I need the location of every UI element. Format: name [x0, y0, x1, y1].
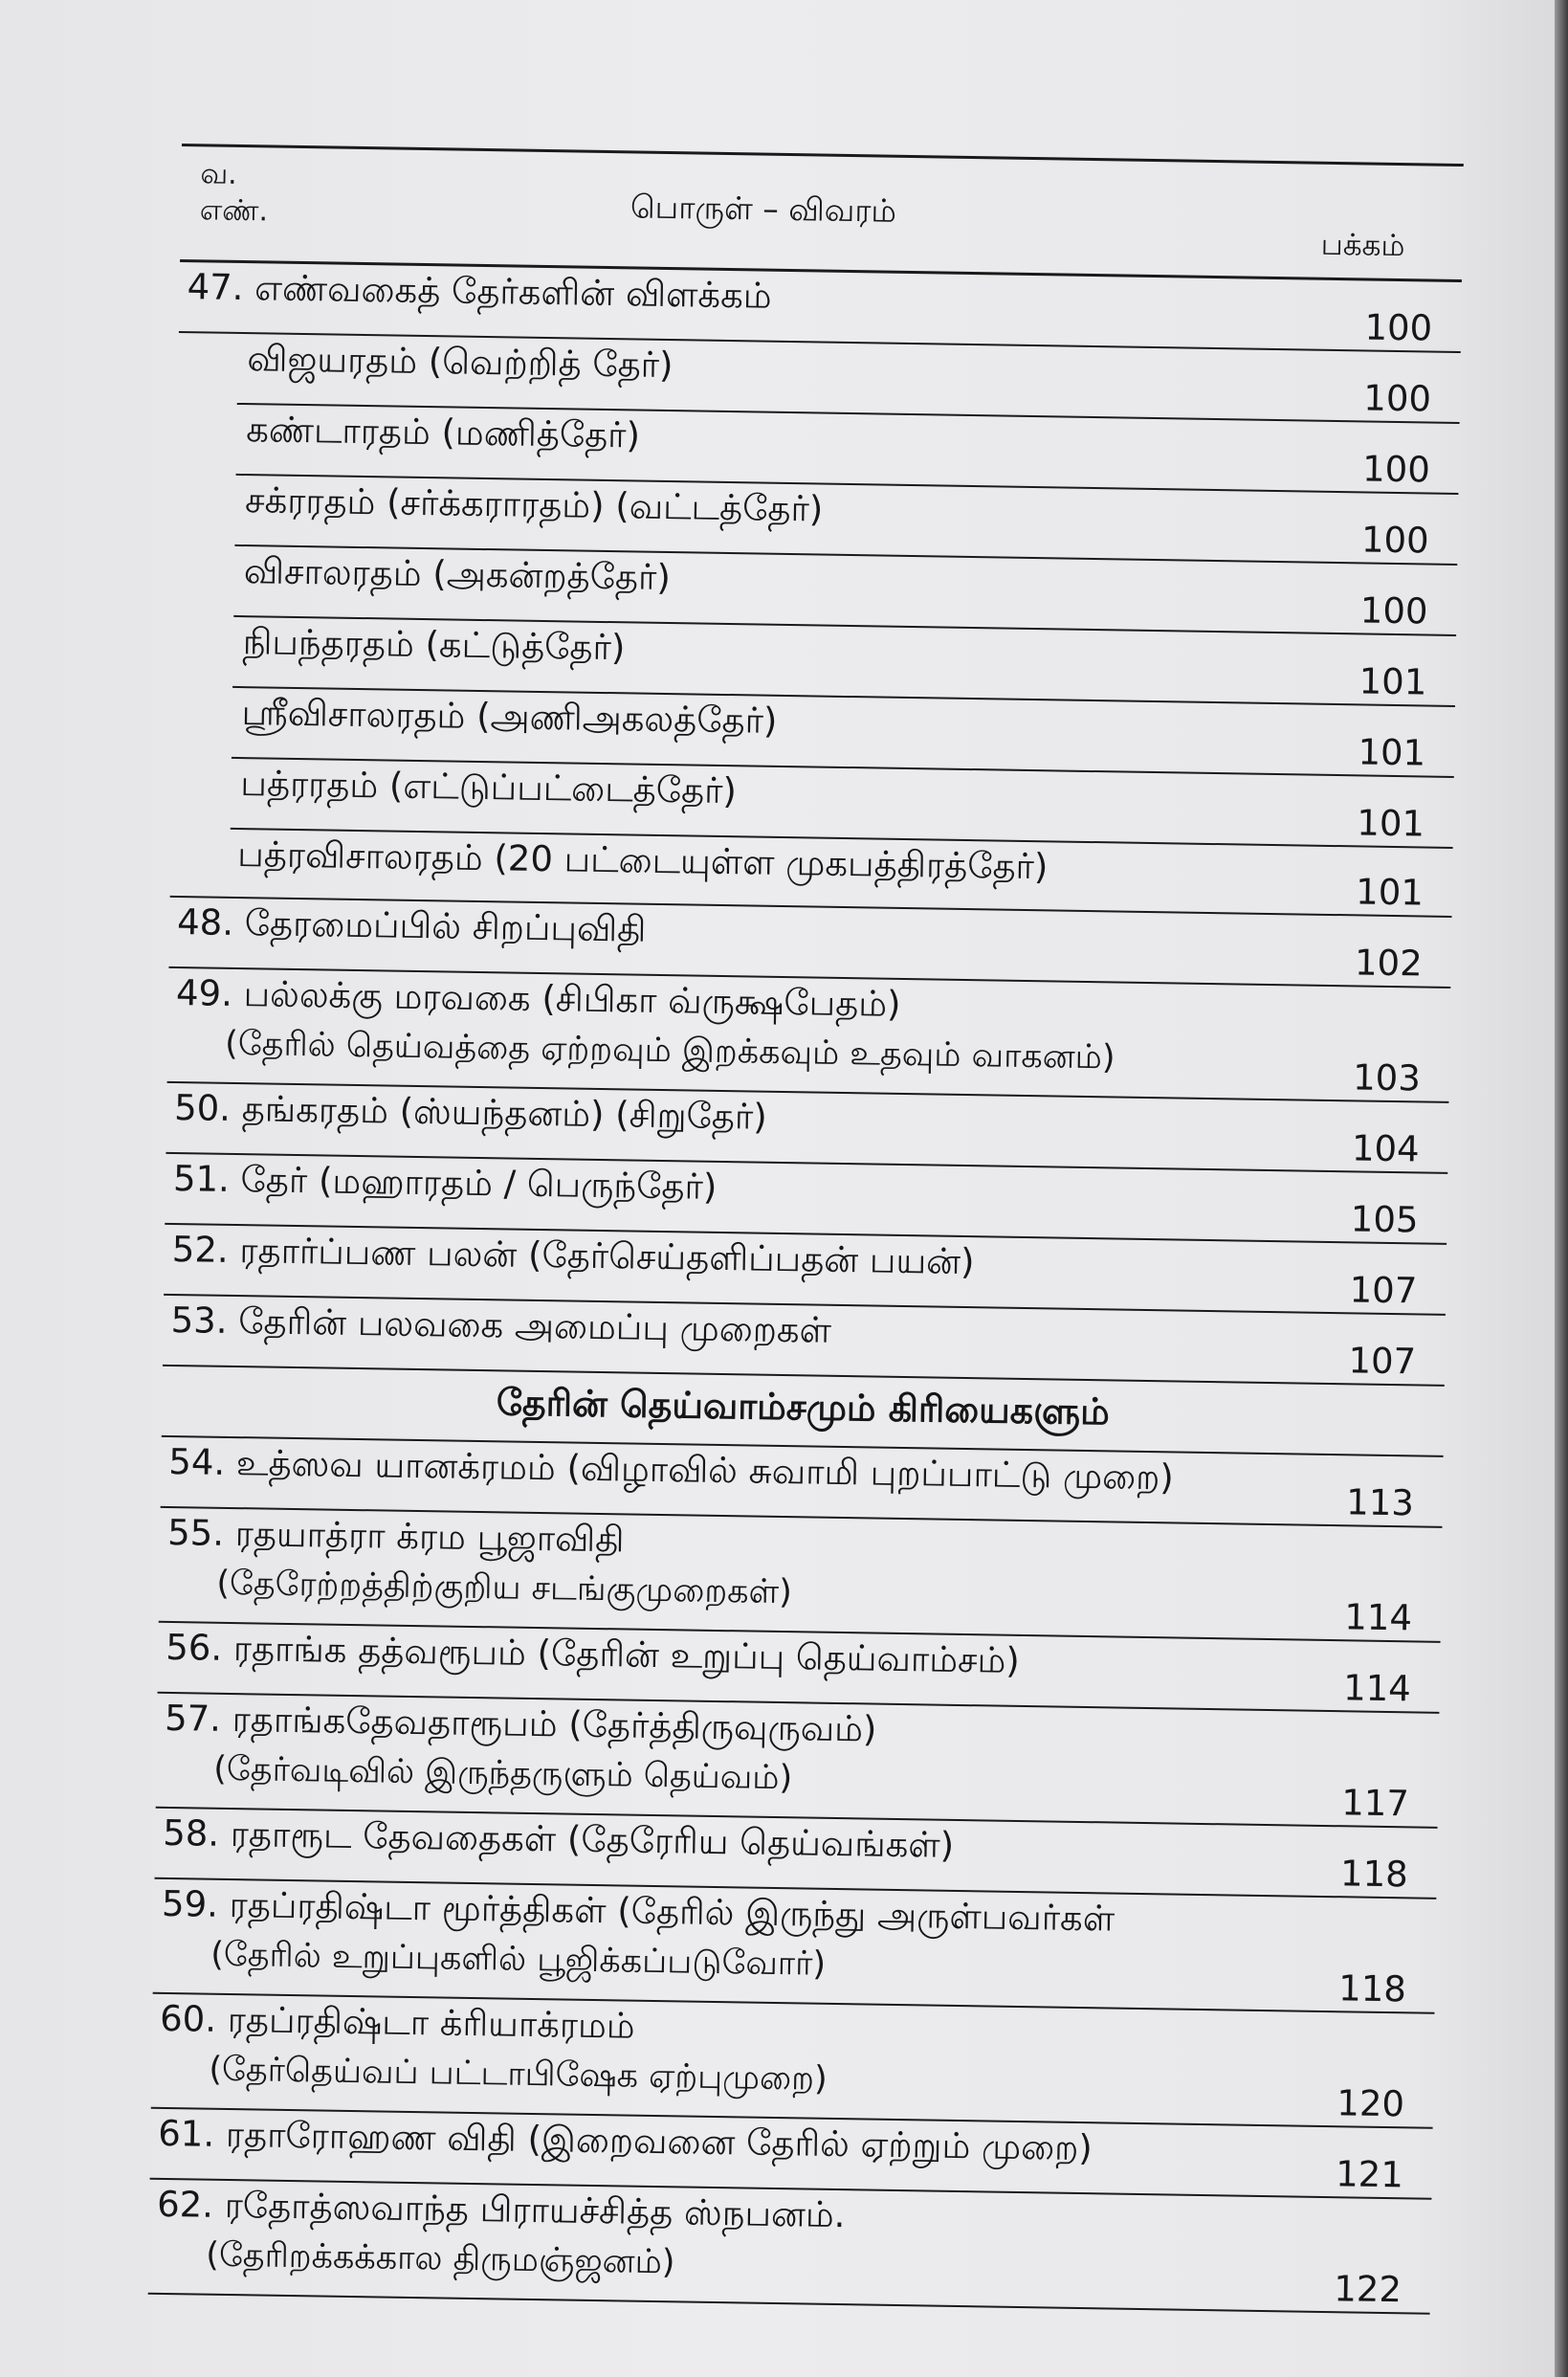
table-of-contents [148, 144, 1464, 2315]
header-subject: பொருள் – விவரம் [629, 188, 897, 230]
toc-row [151, 1994, 1435, 2129]
toc-page-number: 122 [1333, 2268, 1402, 2311]
toc-page-number: 107 [1349, 1269, 1418, 1312]
toc-page-number: 100 [1363, 377, 1432, 420]
toc-entry-title: நிபந்தரதம் (கட்டுத்தேர்) [242, 621, 626, 669]
toc-entry-title: 51. தேர் (மஹாரதம் / பெருந்தேர்) [172, 1157, 718, 1208]
toc-page-number: 101 [1357, 802, 1425, 845]
toc-entry-subtitle: (தேரில் தெய்வத்தை ஏற்றவும் இறக்கவும் உதவும் வாகனம்) [224, 1024, 1115, 1077]
toc-entry-title: ஸ்ரீவிசாலரதம் (அணிஅகலத்தேர்) [241, 692, 778, 742]
toc-entry-title: 58. ரதாரூட தேவதைகள் (தேரேரிய தெய்வங்கள்) [162, 1811, 955, 1866]
toc-entry-title: 54. உத்ஸவ யானக்ரமம் (விழாவில் சுவாமி புறப்பாட்டு முறை) [168, 1440, 1175, 1499]
toc-page-number: 100 [1359, 589, 1428, 633]
toc-page-number: 100 [1361, 448, 1431, 491]
toc-entry-title: 50. தங்கரதம் (ஸ்யந்தனம்) (சிறுதேர்) [173, 1087, 768, 1138]
page-edge-shadow [1555, 0, 1568, 2377]
toc-entry-subtitle: (தேர்வடிவில் இருந்தருளும் தெய்வம்) [213, 1749, 793, 1798]
toc-entry-title: 57. ரதாங்கதேவதாரூபம் (தேர்த்திருவுருவம்) [164, 1697, 877, 1750]
toc-entry-subtitle: (தேரேற்றத்திற்குறிய சடங்குமுறைகள்) [216, 1564, 793, 1612]
toc-entry-title: 55. ரதயாத்ரா க்ரம பூஜாவிதி [166, 1511, 625, 1561]
toc-page-number: 103 [1352, 1056, 1422, 1100]
toc-page-number: 117 [1340, 1782, 1410, 1825]
toc-entry-subtitle: (தேரில் உறுப்புகளில் பூஜிக்கப்படுவோர்) [210, 1935, 827, 1984]
toc-row [153, 1879, 1437, 2014]
toc-entry-title: விசாலரதம் (அகன்றத்தேர்) [243, 550, 672, 599]
toc-page-number: 101 [1358, 731, 1426, 774]
toc-entry-title: கண்டாரதம் (மணித்தேர்) [245, 409, 641, 456]
toc-header [180, 144, 1464, 282]
toc-page-number: 100 [1364, 306, 1433, 349]
toc-entry-subtitle: (தேரிறக்கக்கால திருமஞ்ஜனம்) [206, 2235, 675, 2282]
toc-entry-title: 60. ரதப்ரதிஷ்டா க்ரியாக்ரமம் [159, 1997, 635, 2047]
toc-row [148, 2180, 1432, 2315]
toc-page-number: 118 [1337, 1967, 1407, 2010]
toc-entry-title: 48. தேரமைப்பில் சிறப்புவிதி [176, 901, 647, 950]
header-serial-line2: எண். [199, 193, 269, 229]
toc-entry-subtitle: (தேர்தெய்வப் பட்டாபிஷேக ஏற்புமுறை) [209, 2050, 828, 2099]
toc-entry-title: பத்ரவிசாலரதம் (20 பட்டையுள்ள முகபத்திரத்தேர்) [237, 833, 1049, 888]
header-page: பக்கம் [1320, 227, 1405, 264]
toc-page-number: 100 [1360, 519, 1429, 562]
toc-entry-title: 61. ரதாரோஹண விதி (இறைவனை தேரில் ஏற்றும் முறை) [157, 2112, 1093, 2169]
toc-page-number: 107 [1348, 1340, 1417, 1383]
toc-page-number: 114 [1342, 1667, 1412, 1710]
toc-entry-title: 52. ரதார்ப்பண பலன் (தேர்செய்தளிப்பதன் பயன்) [171, 1228, 975, 1283]
toc-entry-title: 47. எண்வகைத் தேர்களின் விளக்கம் [187, 266, 772, 317]
toc-entry-title: 49. பல்லக்கு மரவகை (சிபிகா வ்ருக்ஷபேதம்) [175, 972, 901, 1025]
toc-page-number: 120 [1336, 2082, 1405, 2125]
toc-page-number: 121 [1335, 2153, 1404, 2196]
toc-entry-title: சக்ரரதம் (சர்க்கராரதம்) (வட்டத்தேர்) [244, 479, 824, 530]
toc-row [156, 1694, 1440, 1829]
toc-page-number: 102 [1354, 942, 1424, 985]
toc-page-number: 114 [1344, 1596, 1413, 1639]
toc-entry-title: பத்ரரதம் (எட்டுப்பட்டைத்தேர்) [240, 763, 738, 812]
toc-page-number: 105 [1350, 1198, 1419, 1241]
toc-entry-title: விஜயரதம் (வெற்றித் தேர்) [247, 338, 674, 387]
toc-page-number: 104 [1351, 1127, 1420, 1170]
toc-row [159, 1508, 1443, 1643]
toc-page-number: 101 [1355, 871, 1424, 914]
toc-entry-title: 56. ரதாங்க தத்வரூபம் (தேரின் உறுப்பு தெய்வாம்சம்) [165, 1626, 1021, 1681]
toc-page-number: 101 [1358, 660, 1427, 703]
toc-entry-title: 59. ரதப்ரதிஷ்டா மூர்த்திகள் (தேரில் இருந்து அருள்பவர்கள் [161, 1882, 1115, 1940]
toc-row [167, 968, 1451, 1103]
section-heading-text: தேரின் தெய்வாம்சமும் கிரியைகளும் [496, 1381, 1111, 1433]
header-serial-number [200, 156, 269, 230]
toc-page-number: 113 [1345, 1481, 1415, 1524]
toc-page-number: 118 [1339, 1853, 1409, 1896]
toc-entry-title: 62. ரதோத்ஸவாந்த பிராயச்சித்த ஸ்நபனம். [156, 2183, 846, 2236]
header-serial-line1: வ. [200, 157, 238, 191]
toc-entry-title: 53. தேரின் பலவகை அமைப்பு முறைகள் [170, 1299, 832, 1351]
